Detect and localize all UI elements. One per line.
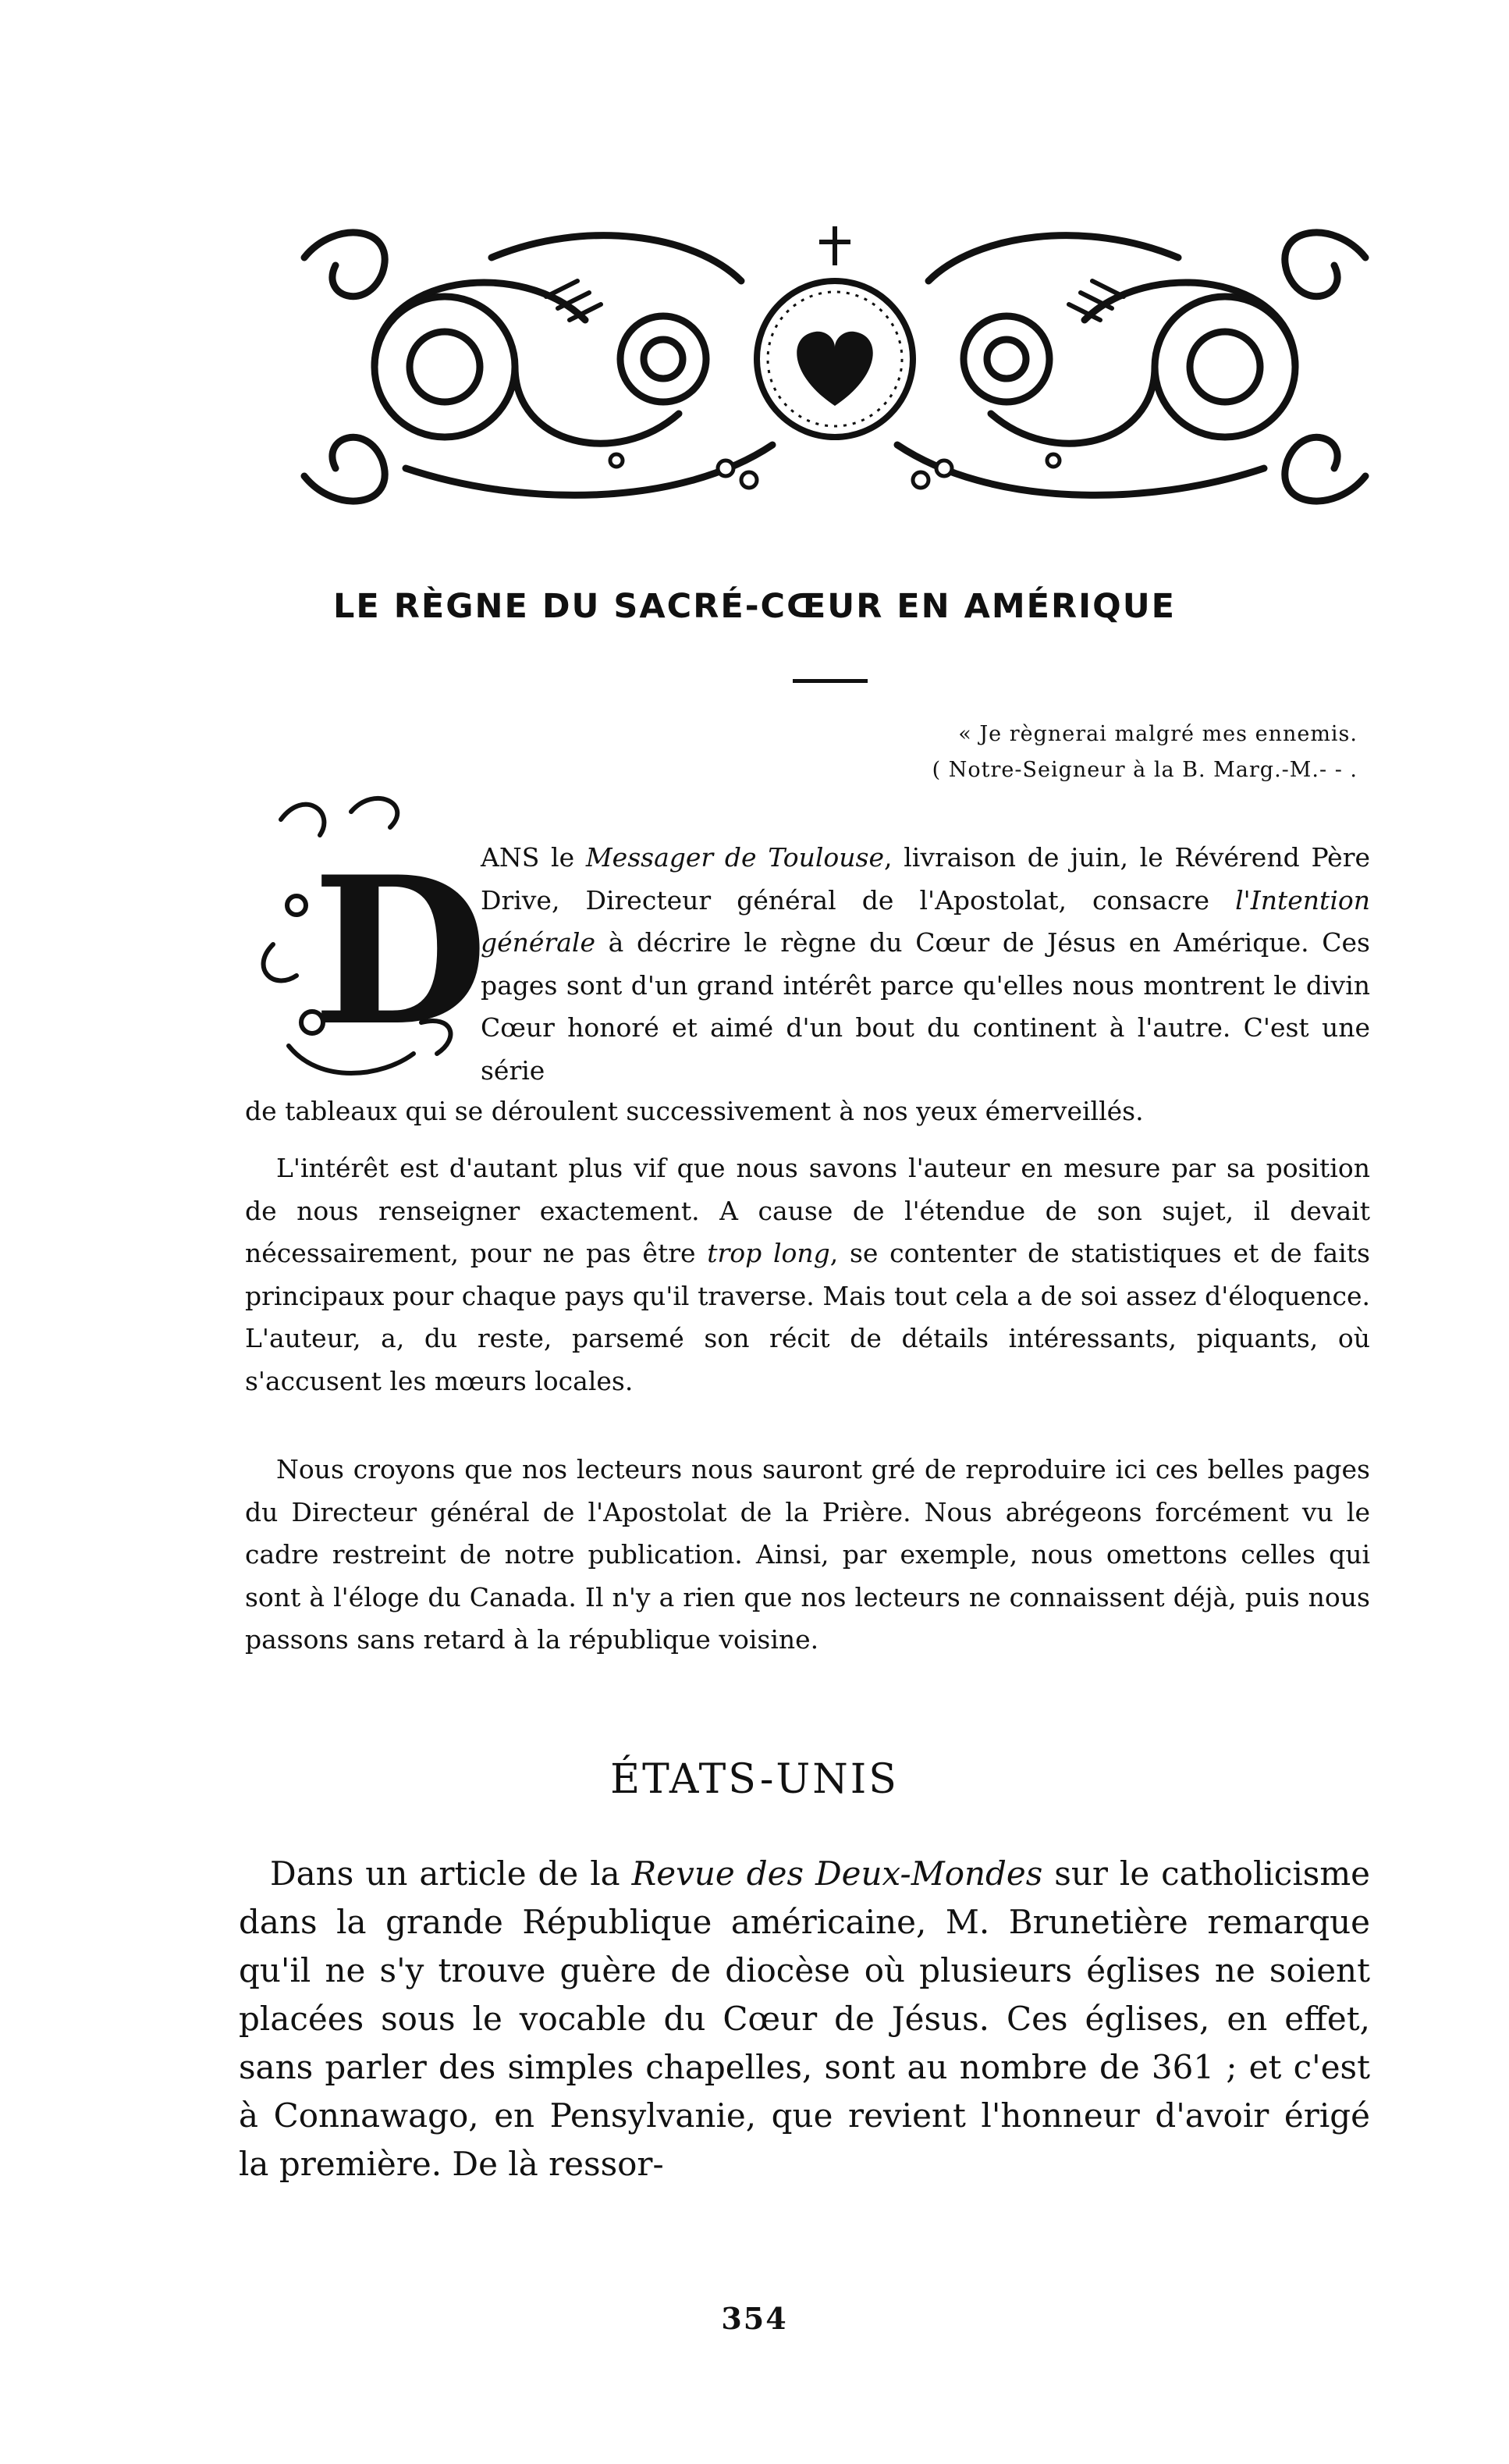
- para1-start: ANS le: [481, 842, 586, 873]
- para1-intention: l'Intention générale: [481, 884, 1370, 958]
- article-title: LE RÈGNE DU SACRÉ-CŒUR EN AMÉRIQUE: [332, 587, 1177, 626]
- para2-text2: , se contenter de statistiques et de faits principaux pour chaque pays qu'il traverse. Mais tout cela a de soi assez d'éloquence. L'auteur, a, du reste, parsemé son récit de détails intéressants, piquants, où s'accusent les mœurs locales.: [245, 1238, 1370, 1396]
- drop-cap-letter: D: [312, 833, 488, 1071]
- epigraph-quote: « Je règnerai malgré mes ennemis.: [958, 722, 1358, 746]
- para4-text2: sur le catholicisme dans la grande République américaine, M. Brunetière remarque qu'il ne s'y trouve guère de diocèse où plusieurs églises ne soient placées sous le vocable du Cœur de Jésus. Ces églises, en effet, sans parler des simples chapelles, sont au nombre de 361 ; et c'est à Connawago, en Pensylvanie, que revient l'honneur d'avoir érigé la première. De là ressor-: [239, 1854, 1370, 2183]
- paragraph-3: Nous croyons que nos lecteurs nous sauront gré de reproduire ici ces belles pages du Directeur général de l'Apostolat de la Prière. Nous abrégeons forcément vu le cadre restreint de notre publication. Ainsi, par exemple, nous omettons celles qui sont à l'éloge du Canada. Il n'y a rien que nos lecteurs ne connaissent déjà, puis nous passons sans retard à la république voisine.: [245, 1454, 1370, 1655]
- para4-text1: Dans un article de la: [270, 1854, 632, 1893]
- para1-journal-title: Messager de Toulouse: [585, 842, 884, 873]
- para1-mid1: , livraison de juin, le Révérend Père Drive, Directeur général de l'Apostolat, consacre: [481, 842, 1370, 916]
- para2-italic: trop long: [707, 1238, 830, 1268]
- para4-journal-title: Revue des Deux-Mondes: [631, 1854, 1043, 1893]
- drop-cap-ornament: [257, 788, 488, 1100]
- title-rule: [793, 679, 868, 683]
- para2-text1: L'intérêt est d'autant plus vif que nous savons l'auteur en mesure par sa position de nous renseigner exactement. A cause de l'étendue de son sujet, il devait nécessairement, pour ne pas être: [245, 1153, 1370, 1268]
- page-number: 354: [721, 2301, 788, 2336]
- section-heading: ÉTATS-UNIS: [610, 1756, 899, 1803]
- paragraph-1-lead: [481, 837, 1370, 1092]
- ornamental-headpiece: [289, 211, 1381, 523]
- paragraph-2: [245, 1147, 1370, 1403]
- paragraph-1-rest: de tableaux qui se déroulent successivement à nos yeux émerveillés.: [245, 1096, 1144, 1126]
- epigraph-attribution: ( Notre-Seigneur à la B. Marg.-M.- - .: [932, 758, 1358, 782]
- paragraph-4: [239, 1850, 1370, 2188]
- epigraph: [804, 716, 1358, 788]
- para1-mid2: à décrire le règne du Cœur de Jésus en Amérique. Ces pages sont d'un grand intérêt parce qu'elles nous montrent le divin Cœur honoré et aimé d'un bout du continent à l'autre. C'est une série: [481, 927, 1370, 1086]
